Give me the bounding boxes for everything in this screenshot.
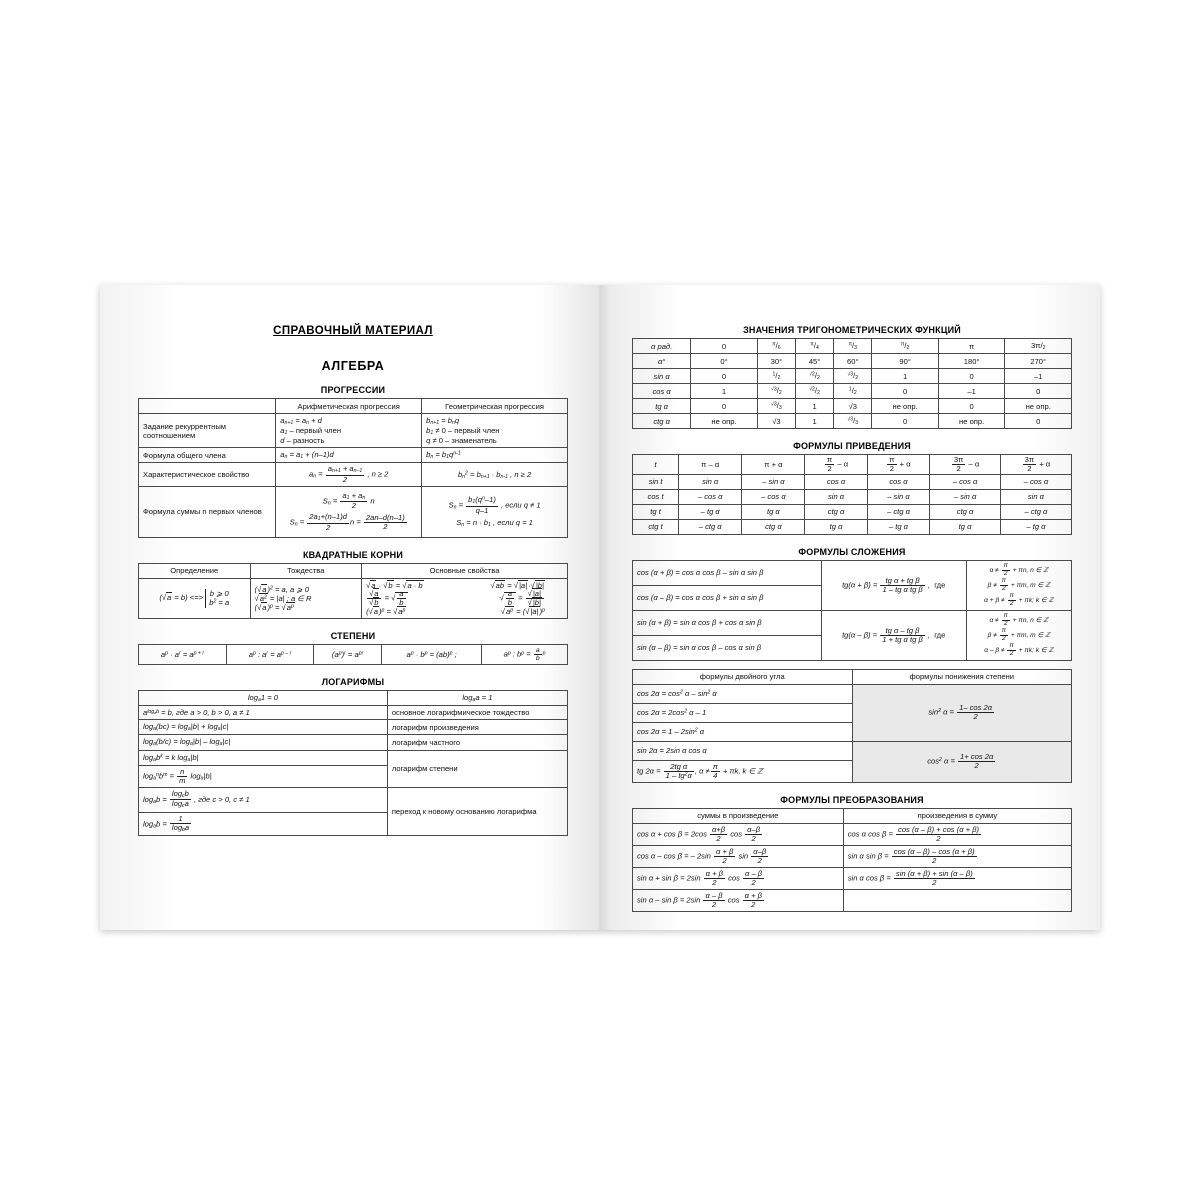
powers-cell: $a^p$ : $a^r = a^{p - r}$ [227, 644, 314, 664]
reduction-value: – sin α [742, 474, 805, 489]
progressions-cell-geom: $S_n$ = $\frac{b_1(q^n-1)}{q-1}$ , если q ≠ 1 $S_n = n \cdot b_1$ , если q = 1 [422, 486, 568, 537]
double-angle-right-heading: формулы понижения степени [852, 669, 1072, 684]
powers-cell: $a^p \cdot a^r = a^{p + r}$ [139, 644, 227, 664]
logs-description: логарифм степени [387, 750, 567, 787]
reduction-row-label: cos t [633, 489, 679, 504]
transform-formula: cos α + cos β = 2cos $\frac{\alpha+\beta}{2}$ cos $\frac{\alpha-\beta}{2}$ [633, 823, 844, 845]
reduction-value: – ctg α [1000, 504, 1071, 519]
reduction-value: – cos α [742, 489, 805, 504]
reduction-row-label: ctg t [633, 519, 679, 534]
document-title: СПРАВОЧНЫЙ МАТЕРИАЛ [273, 325, 433, 337]
trig-value: 0 [691, 369, 758, 384]
roots-identities: $(√a)^2 = a$, a ⩾ 0 $√a^2 = |a|$ ; a ∈ R $(√a)^p = √a^p$ [250, 578, 362, 618]
reduction-header-cell: π – α [679, 455, 742, 475]
progressions-col-1: Арифметическая прогрессия [276, 399, 422, 414]
transform-right-heading: произведения в сумму [843, 808, 1071, 823]
progressions-row-label: Формула общего члена [139, 448, 276, 463]
table-logarithms [138, 690, 568, 836]
trig-value: 1 [691, 384, 758, 399]
reduction-value: – sin α [867, 489, 930, 504]
trig-value: 0 [938, 369, 1005, 384]
addition-formula: sin (α – β) = sin α cos β – cos α sin β [633, 635, 822, 660]
addition-conditions: α ≠ $\frac{\pi}{2}$ + πn, n ∈ ℤ β ≠ $\frac{\pi}{2}$ + πm, m ∈ ℤ α + β ≠ $\frac{\pi}{2}$ + πk; k ∈ ℤ [966, 560, 1071, 610]
reduction-value: tg α [930, 519, 1001, 534]
reduction-value: cos α [867, 474, 930, 489]
section-heading-addition: ФОРМУЛЫ СЛОЖЕНИЯ [798, 546, 906, 557]
trig-header-cell: $^\pi/_4$ [795, 339, 833, 354]
logs-formula: $\log_a^nb^m$ = $\frac{n}{m}$ $\log_a|b|$ [139, 765, 388, 787]
trig-value: 0 [1005, 384, 1072, 399]
section-heading-progressions: ПРОГРЕССИИ [320, 385, 386, 395]
table-addition [632, 560, 1072, 661]
section-heading-reduction: ФОРМУЛЫ ПРИВЕДЕНИЯ [793, 441, 911, 451]
trig-row-label: cos α [633, 384, 691, 399]
reduction-value: – tg α [1000, 519, 1071, 534]
trig-header-cell: 0 [691, 339, 758, 354]
power-reduction-formula: $\cos^2 \alpha$ = $\frac{1+ \cos 2\alpha}{2}$ [852, 741, 1072, 782]
table-double-angle [632, 669, 1072, 783]
powers-cell: $a^p \cdot b^p = (ab)^p$ ; [382, 644, 482, 664]
trig-value: $^{√3}/_2$ [834, 369, 872, 384]
progressions-cell-arith: $a_n = a_1 + (n-1)d$ [276, 448, 422, 463]
trig-value: –1 [1005, 369, 1072, 384]
trig-header-cell: π [938, 339, 1005, 354]
trig-value: 180° [938, 354, 1005, 369]
document-subtitle: АЛГЕБРА [321, 359, 385, 373]
progressions-cell-geom: $b_n = b_1q^{n-1}$ [422, 448, 568, 463]
double-angle-formula: $\cos 2\alpha = 2\cos^2$ α – 1 [633, 703, 853, 722]
trig-header-cell: $^\pi/_2$ [872, 339, 939, 354]
table-square-roots [138, 563, 568, 619]
progressions-cell-geom: $b_n^2 = b_{n+1} \cdot b_{n-1}$ , n ≥ 2 [422, 463, 568, 487]
trig-row-label: sin α [633, 369, 691, 384]
double-angle-formula: sin 2α = 2sin α cos α [633, 741, 853, 760]
logs-description: логарифм произведения [387, 720, 567, 735]
addition-formula: cos (α – β) = cos α cos β + sin α sin β [633, 585, 822, 610]
roots-definition: (√a = b) <=> b ⩾ 0 $b^2 = a$ [139, 578, 251, 618]
trig-value: √3 [834, 399, 872, 414]
trig-row-label: α° [633, 354, 691, 369]
reduction-header-cell: $\frac{\pi}{2}$ – α [805, 455, 867, 475]
transform-formula: sin α – sin β = 2sin $\frac{\alpha - \beta}{2}$ cos $\frac{\alpha + \beta}{2}$ [633, 889, 844, 911]
progressions-cell-arith: $a_n$ = $\frac{a_{n+1} + a_{n-1}}{2}$ , n ≥ 2 [276, 463, 422, 487]
trig-value: 0 [938, 399, 1005, 414]
trig-value: не опр. [691, 414, 758, 429]
logs-top-left: $\log_a1 = 0$ [139, 691, 388, 706]
progressions-cell-geom: $b_{n+1} = b_nq$ $b_1 \ne 0$ – первый член q ≠ 0 – знаменатель [422, 414, 568, 448]
trig-value: 270° [1005, 354, 1072, 369]
transform-formula: cos α – cos β = – 2sin $\frac{\alpha + \beta}{2}$ sin $\frac{\alpha-\beta}{2}$ [633, 845, 844, 867]
trig-header-cell: α рад. [633, 339, 691, 354]
reduction-value: ctg α [930, 504, 1001, 519]
trig-value: 45° [795, 354, 833, 369]
trig-value: не опр. [872, 399, 939, 414]
logs-formula: $\log_a(bc) = \log_a|b| + \log_a|c|$ [139, 720, 388, 735]
section-heading-roots: КВАДРАТНЫЕ КОРНИ [302, 549, 404, 560]
progressions-col-0 [139, 399, 276, 414]
reduction-value: sin α [1000, 489, 1071, 504]
trig-value: не опр. [1005, 399, 1072, 414]
logs-top-right: $\log_aa = 1$ [387, 691, 567, 706]
trig-value: $^{√2}/_2$ [795, 384, 833, 399]
transform-formula-empty [843, 889, 1071, 911]
trig-row-label: ctg α [633, 414, 691, 429]
trig-value: $^{√3}/_3$ [757, 399, 795, 414]
addition-conditions: α ≠ $\frac{\pi}{2}$ + πn, n ∈ ℤ β ≠ $\frac{\pi}{2}$ + πm, m ∈ ℤ α – β ≠ $\frac{\pi}{2}$ + πk; k ∈ ℤ [966, 610, 1071, 660]
transform-formula: sin α + sin β = 2sin $\frac{\alpha + \beta}{2}$ cos $\frac{\alpha - \beta}{2}$ [633, 867, 844, 889]
transform-formula: sin α sin β = $\frac{\cos (\alpha - \beta) - \cos (\alpha + \beta)}{2}$ [843, 845, 1071, 867]
progressions-cell-arith: $a_{n+1} = a_n + d$ $a_1$ – первый член d – разность [276, 414, 422, 448]
reduction-value: – tg α [679, 504, 742, 519]
reduction-header-cell: t [633, 455, 679, 475]
trig-header-cell: $^\pi/_3$ [834, 339, 872, 354]
trig-value: 30° [757, 354, 795, 369]
logs-description: логарифм частного [387, 735, 567, 750]
double-angle-left-heading: формулы двойного угла [633, 669, 853, 684]
trig-value: 60° [834, 354, 872, 369]
trig-value: 0° [691, 354, 758, 369]
trig-value: √3 [757, 414, 795, 429]
double-angle-formula: tg 2α = $\frac{\text{2tg α}}{1 - tg^2\alpha}$ , α ≠ $\frac{\pi}{4}$ + πk, k ∈ ℤ [633, 760, 853, 782]
trig-value: 0 [872, 384, 939, 399]
reduction-value: – cos α [930, 474, 1001, 489]
reduction-value: sin α [679, 474, 742, 489]
trig-value: 0 [1005, 414, 1072, 429]
powers-cell: $(a^p)^r = a^{pr}$ [314, 644, 382, 664]
trig-value: $^1/_2$ [757, 369, 795, 384]
trig-value: 1 [795, 414, 833, 429]
trig-value: не опр. [938, 414, 1005, 429]
progressions-cell-arith: $S_n$ = $\frac{a_1 + a_n}{2}$ n $S_n$ = $\frac{2a_1+(n-1)d}{2}$ n = $\frac{2an-d(n-1)}{2}$ [276, 486, 422, 537]
roots-col-2: Основные свойства [362, 563, 568, 578]
reduction-value: – ctg α [679, 519, 742, 534]
trig-value: $^1/_2$ [834, 384, 872, 399]
reduction-value: sin α [805, 489, 867, 504]
addition-formula: cos (α + β) = cos α cos β – sin α sin β [633, 560, 822, 585]
powers-cell: $a^p$ : $b^p$ = $\frac{a}{b}$ $^p$ [482, 644, 568, 664]
table-progressions [138, 398, 568, 538]
reduction-header-cell: $\frac{3\pi}{2}$ + α [1000, 455, 1071, 475]
reduction-row-label: tg t [633, 504, 679, 519]
logs-description: основное логарифмическое тождество [387, 706, 567, 720]
section-heading-powers: СТЕПЕНИ [330, 630, 376, 641]
trig-row-label: tg α [633, 399, 691, 414]
addition-tg-formula: tg(α – β) = $\frac{\text{tg α – tg β}}{\text{1 + tg α tg β}}$ , где [821, 610, 966, 660]
reduction-value: ctg α [742, 519, 805, 534]
transform-formula: sin α cos β = $\frac{\sin (\alpha + \beta) + \sin (\alpha - \beta)}{2}$ [843, 867, 1071, 889]
reduction-header-cell: $\frac{\pi}{2}$ + α [867, 455, 930, 475]
reduction-value: – cos α [679, 489, 742, 504]
logs-formula: $\log_ab^k = k$ $\log_a|b|$ [139, 750, 388, 765]
reduction-value: – sin α [930, 489, 1001, 504]
double-angle-formula: $\cos 2\alpha = \cos^2 \alpha - \sin^2 \alpha$ [633, 684, 853, 703]
trig-value: $^{√2}/_2$ [795, 369, 833, 384]
logs-formula: $a^{log_ab} = b$, где a > 0, b > 0, a ≠ 1 [139, 706, 388, 720]
roots-properties: √a · √b = √a · b √ab = √|a|·√|b| $\frac{√a}{√b}$ = √ $\frac{a}{b}$ √ $\frac{a}{b}$ = $\frac{√|a|}{√|b|}$ $(√a)^p = √a^p$ $√a^p = (√|a|)^p$ [362, 578, 568, 618]
reduction-value: – tg α [867, 519, 930, 534]
open-book [100, 285, 1100, 930]
reduction-value: tg α [805, 519, 867, 534]
section-heading-transform: ФОРМУЛЫ ПРЕОБРАЗОВАНИЯ [780, 794, 924, 805]
trig-value: 1 [795, 399, 833, 414]
table-powers [138, 644, 568, 665]
trig-value: 0 [691, 399, 758, 414]
roots-col-1: Тождества [250, 563, 362, 578]
progressions-row-label: Задание рекуррентным соотношением [139, 414, 276, 448]
trig-header-cell: $3\pi/_2$ [1005, 339, 1072, 354]
logs-description: переход к новому основанию логарифма [387, 787, 567, 836]
page-left [100, 285, 600, 930]
trig-value: 90° [872, 354, 939, 369]
double-angle-formula: $\cos 2\alpha = 1 - 2\sin^2$ α [633, 722, 853, 741]
roots-col-0: Определение [139, 563, 251, 578]
trig-value: $^{√3}/_3$ [834, 414, 872, 429]
table-trig-values [632, 338, 1072, 429]
table-transform [632, 808, 1072, 912]
trig-value: 1 [872, 369, 939, 384]
reduction-value: – cos α [1000, 474, 1071, 489]
page-right [600, 285, 1100, 930]
reduction-value: – ctg α [867, 504, 930, 519]
logs-formula: $\log_a(b/c) = \log_a|b| - \log_a|c|$ [139, 735, 388, 750]
trig-value: 0 [872, 414, 939, 429]
section-heading-logs: ЛОГАРИФМЫ [321, 677, 385, 688]
reduction-header-cell: π + α [742, 455, 805, 475]
trig-value: $^{√3}/_2$ [757, 384, 795, 399]
addition-formula: sin (α + β) = sin α cos β + cos α sin β [633, 610, 822, 635]
transform-formula: cos α cos β = $\frac{\cos (\alpha - \beta) + \cos (\alpha + \beta)}{2}$ [843, 823, 1071, 845]
power-reduction-formula: $\sin^2 \alpha$ = $\frac{1- \cos 2\alpha}{2}$ [852, 684, 1072, 741]
trig-value: –1 [938, 384, 1005, 399]
logs-formula: $\log_ab$ = $\frac{1}{\log_ba}$ [139, 812, 388, 836]
transform-left-heading: суммы в произведение [633, 808, 844, 823]
reduction-value: ctg α [805, 504, 867, 519]
reduction-value: tg α [742, 504, 805, 519]
trig-header-cell: $^\pi/_6$ [757, 339, 795, 354]
reduction-row-label: sin t [633, 474, 679, 489]
progressions-row-label: Формула суммы n первых членов [139, 486, 276, 537]
progressions-col-2: Геометрическая прогрессия [422, 399, 568, 414]
addition-tg-formula: tg(α + β) = $\frac{\text{tg α + tg β}}{\text{1 – tg α tg β}}$ , где [821, 560, 966, 610]
reduction-value: cos α [805, 474, 867, 489]
progressions-row-label: Характеристическое свойство [139, 463, 276, 487]
section-heading-trig-values: ЗНАЧЕНИЯ ТРИГОНОМЕТРИЧЕСКИХ ФУНКЦИЙ [743, 325, 961, 335]
reduction-header-cell: $\frac{3\pi}{2}$ – α [930, 455, 1001, 475]
logs-formula: $\log_ab$ = $\frac{\log_cb}{\log_ca}$ , где c > 0, c ≠ 1 [139, 787, 388, 812]
table-reduction [632, 454, 1072, 535]
